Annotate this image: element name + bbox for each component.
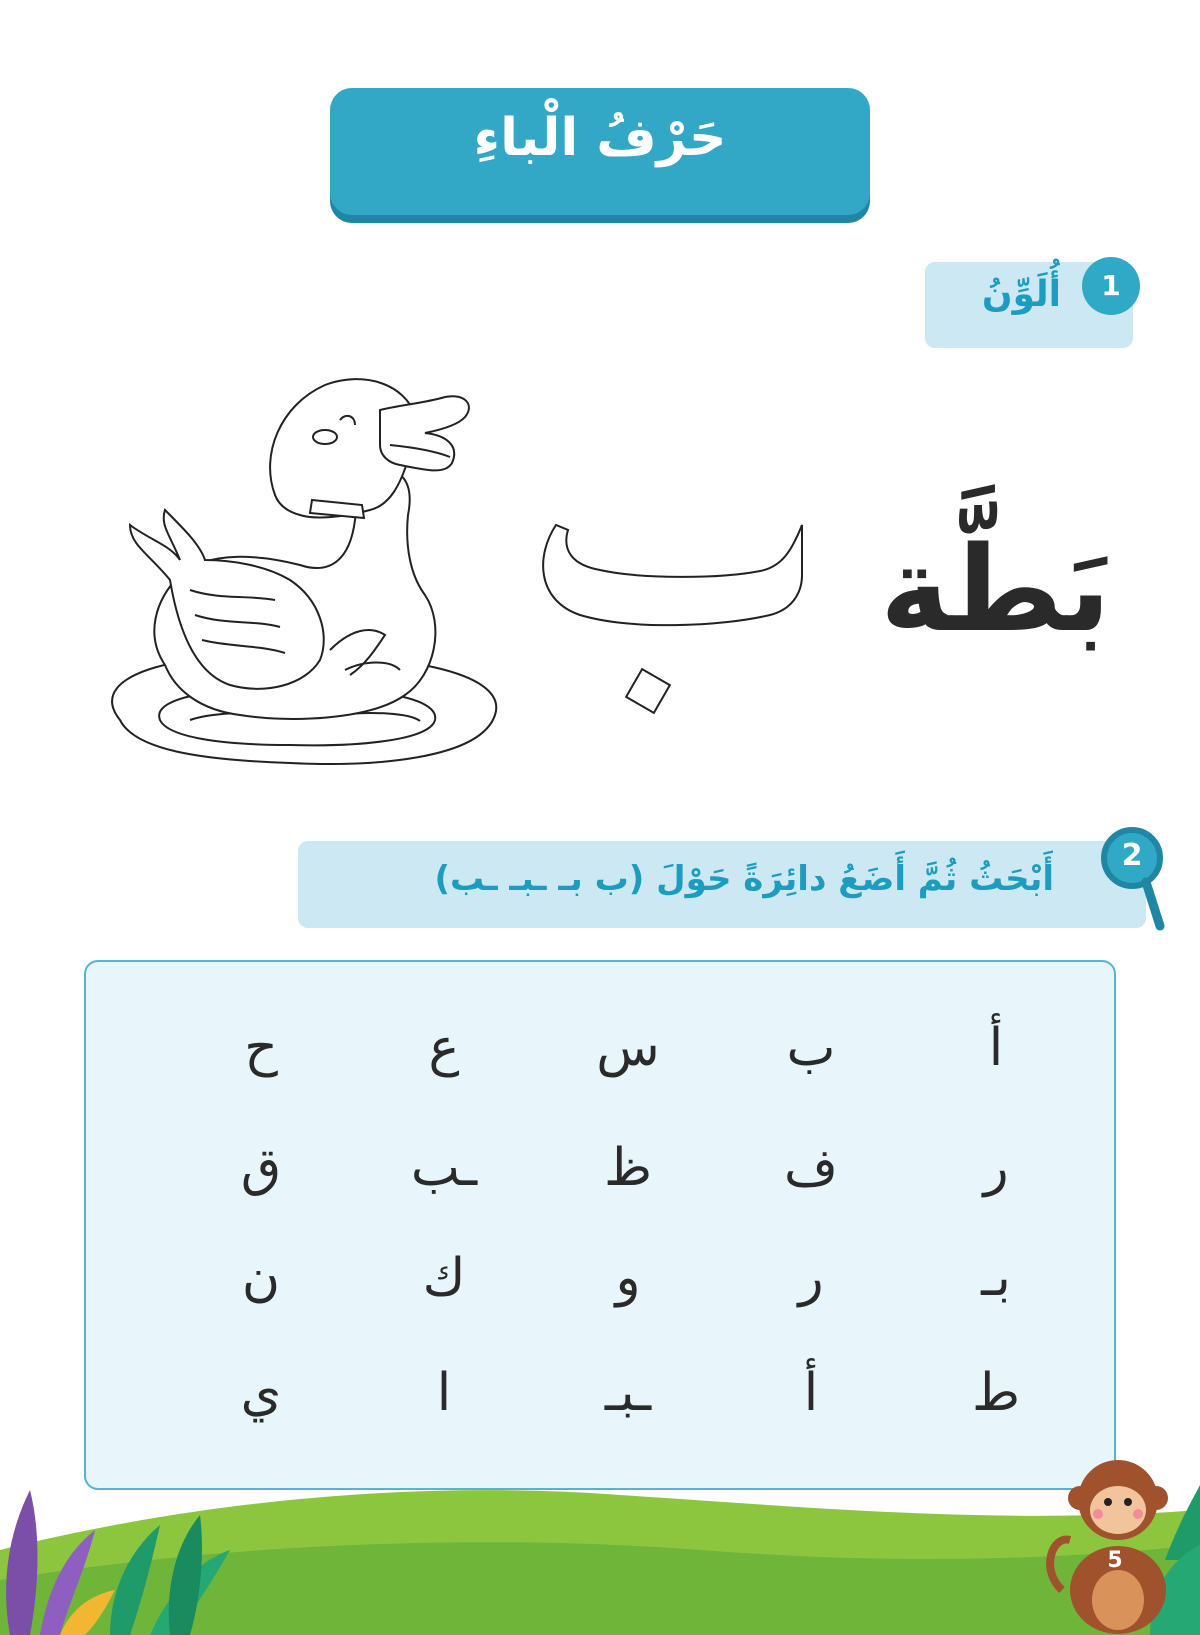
- grass-scene: [0, 1440, 1200, 1635]
- page-title: حَرْفُ الْباءِ: [473, 108, 727, 168]
- illustration-word: بَطَّة: [880, 520, 1111, 658]
- grid-letter[interactable]: ق: [240, 1138, 282, 1198]
- grid-letter[interactable]: ظ: [603, 1138, 653, 1198]
- grid-letter[interactable]: ي: [240, 1363, 282, 1423]
- section2-header: [298, 841, 1146, 928]
- grid-letter[interactable]: ر: [983, 1138, 1009, 1198]
- grid-letter[interactable]: ح: [244, 1018, 278, 1078]
- grid-letter[interactable]: ط: [971, 1363, 1021, 1423]
- grid-letter[interactable]: ـب: [410, 1138, 478, 1198]
- section2-instruction: أَبْحَثُ ثُمَّ أَضَعُ دائِرَةً حَوْلَ (ب بـ ـبـ ـب): [434, 859, 1054, 899]
- grid-letter[interactable]: ن: [241, 1248, 281, 1308]
- grid-letter[interactable]: ـبـ: [604, 1363, 652, 1423]
- grid-letter[interactable]: ر: [798, 1248, 824, 1308]
- section2-number: 2: [1121, 838, 1143, 873]
- section1-instruction: أُلَوِّنُ: [981, 274, 1061, 315]
- grid-letter[interactable]: أ: [988, 1018, 1004, 1078]
- duck-icon: [90, 375, 510, 790]
- grid-letter[interactable]: ف: [784, 1138, 838, 1198]
- page-number: 5: [1107, 1548, 1123, 1573]
- grid-letter[interactable]: أ: [803, 1363, 819, 1423]
- grid-letter[interactable]: ب: [786, 1018, 836, 1078]
- grid-letter[interactable]: ا: [436, 1363, 452, 1423]
- title-banner: [330, 88, 870, 215]
- section1-number-badge: 1: [1088, 263, 1134, 309]
- outline-letter-baa: [530, 515, 830, 750]
- grid-letter[interactable]: ع: [428, 1018, 460, 1078]
- grid-letter[interactable]: س: [596, 1018, 660, 1078]
- grid-letter[interactable]: بـ: [981, 1248, 1011, 1308]
- grid-letter[interactable]: و: [615, 1248, 641, 1308]
- grid-letter[interactable]: ك: [422, 1248, 466, 1308]
- letters-grid: [84, 960, 1116, 1490]
